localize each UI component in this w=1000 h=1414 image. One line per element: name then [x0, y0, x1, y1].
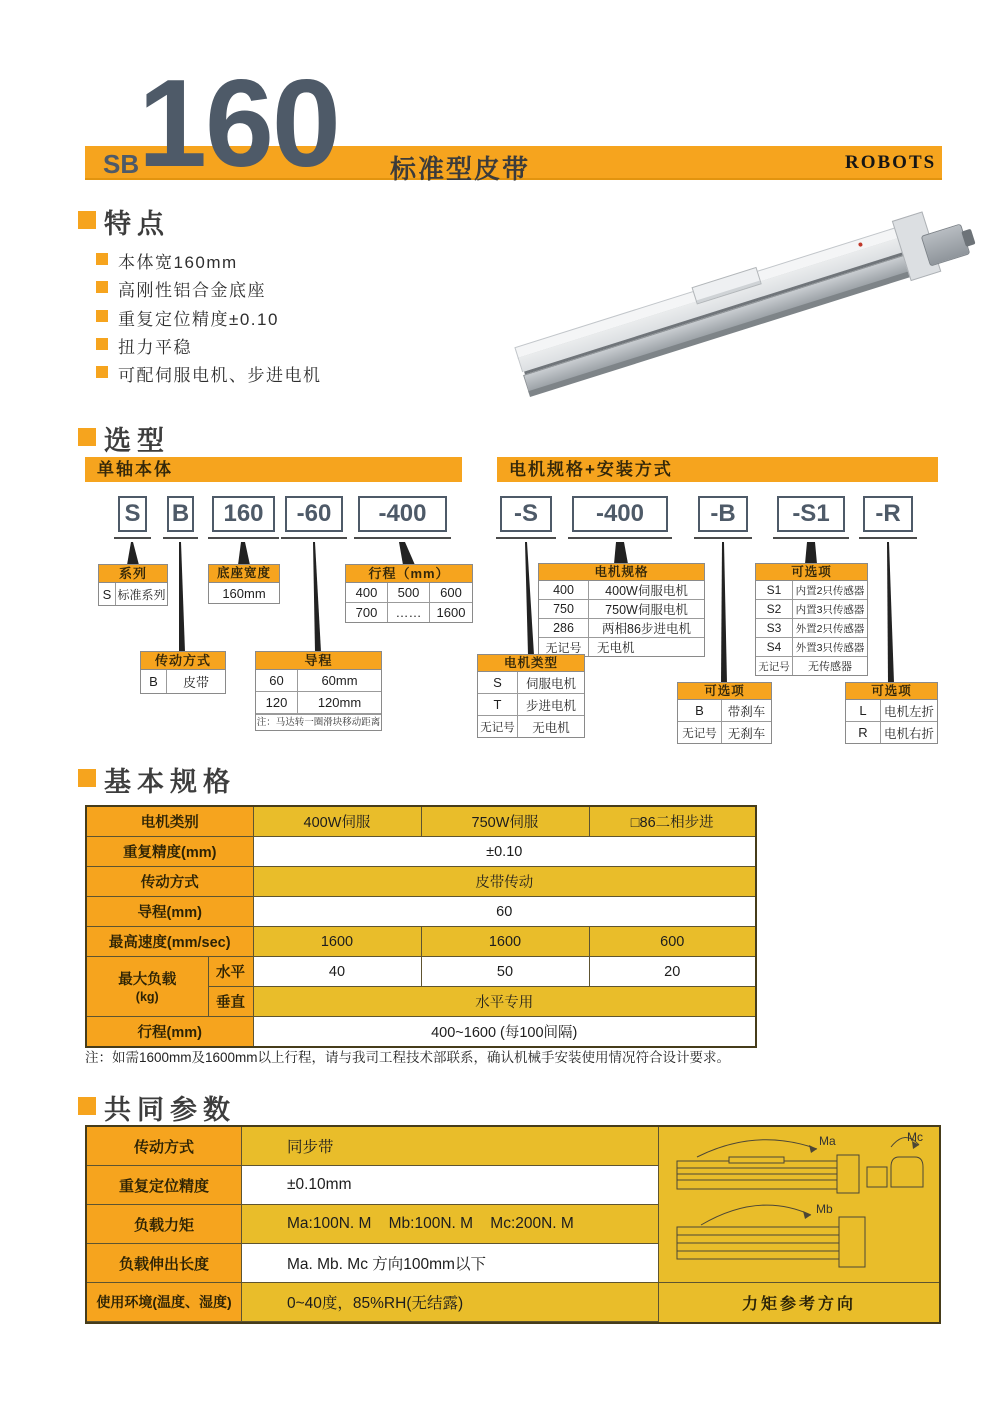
bullet-icon: [96, 366, 108, 378]
group-bar-body: 单轴本体: [85, 457, 462, 482]
model-prefix: SB: [103, 149, 140, 179]
basic-specs-title: 基本规格: [104, 767, 236, 797]
motor-spec-table: 电机规格 400 400W伺服电机 750 750W伺服电机 286 两相86步进电机 无记号 无电机: [538, 563, 705, 657]
feature-item: 重复定位精度±0.10: [118, 310, 279, 329]
table-row: 行程(mm) 400~1600 (每100间隔): [86, 1017, 756, 1048]
code-box-sensor: -S1: [777, 496, 845, 532]
code-box-width: 160: [212, 496, 275, 532]
bullet-icon: [96, 281, 108, 293]
code-box-brake: -B: [698, 496, 748, 532]
model-number: 160: [138, 55, 339, 193]
feature-item: 本体宽160mm: [118, 253, 238, 272]
basic-specs-note: 注：如需1600mm及1600mm以上行程，请与我司工程技术部联系，确认机械手安装使用情况符合设计要求。: [85, 1050, 731, 1065]
table-row: 最大负载 (kg) 水平 40 50 20: [86, 957, 756, 987]
bullet-icon: [96, 338, 108, 350]
diagram-caption: 力矩参考方向: [659, 1283, 939, 1322]
section-bullet-icon: [78, 211, 96, 229]
param-label: 传动方式: [87, 1127, 242, 1166]
product-photo: [505, 215, 985, 420]
param-value: Ma. Mb. Mc 方向100mm以下: [242, 1244, 659, 1283]
fold-option-table: 可选项 L 电机左折 R 电机右折: [845, 682, 938, 744]
param-value: ±0.10mm: [242, 1166, 659, 1205]
param-label: 负载力矩: [87, 1205, 242, 1244]
basic-specs-table: [85, 805, 757, 1048]
code-box-motor-type: -S: [500, 496, 552, 532]
motor-type-table: 电机类型 S 伺服电机 T 步进电机 无记号 无电机: [477, 654, 585, 738]
table-row: 垂直 水平专用: [86, 987, 756, 1017]
code-box-fold: -R: [863, 496, 913, 532]
features-title: 特点: [104, 209, 170, 239]
feature-item: 扭力平稳: [118, 338, 192, 357]
model-subtitle: 标准型皮带: [390, 154, 531, 184]
param-value: 0~40度，85%RH(无结露): [242, 1283, 659, 1322]
table-row: 导程(mm) 60: [86, 897, 756, 927]
ma-label: Ma: [819, 1134, 836, 1148]
code-box-motor-spec: -400: [572, 496, 668, 532]
section-bullet-icon: [78, 1097, 96, 1115]
brand-logo: ROBOTS: [845, 152, 937, 173]
common-params-table: [85, 1125, 941, 1324]
mc-label: Mc: [907, 1130, 923, 1144]
feature-item: 可配伺服电机、步进电机: [118, 366, 322, 385]
table-row: 传动方式 皮带传动: [86, 867, 756, 897]
table-row: 最高速度(mm/sec) 1600 1600 600: [86, 927, 756, 957]
code-box-lead: -60: [285, 496, 343, 532]
code-box-drive: B: [167, 496, 194, 532]
feature-item: 高刚性铝合金底座: [118, 281, 266, 300]
param-label: 重复定位精度: [87, 1166, 242, 1205]
moment-diagram-svg: [659, 1127, 937, 1282]
param-label: 使用环境(温度、湿度): [87, 1283, 242, 1322]
bullet-icon: [96, 253, 108, 265]
common-params-title: 共同参数: [104, 1095, 236, 1125]
brake-option-table: 可选项 B 带刹车 无记号 无刹车: [677, 682, 772, 744]
base-width-table: 底座宽度 160mm: [208, 564, 280, 604]
table-row: 电机类别 400W伺服 750W伺服 □86二相步进: [86, 806, 756, 837]
mb-label: Mb: [816, 1202, 833, 1216]
param-value: Ma:100N. M Mb:100N. M Mc:200N. M: [242, 1205, 659, 1244]
selection-title: 选型: [104, 426, 170, 456]
stroke-table: 行程（mm） 400 500 600 700 …… 1600: [345, 564, 473, 623]
sensor-option-table: 可选项 S1 内置2只传感器 S2 内置3只传感器 S3 外置2只传感器 S4 外置3只传感器 无记号 无传感器: [755, 563, 868, 676]
moment-direction-diagram: [659, 1127, 939, 1283]
code-box-series: S: [118, 496, 147, 532]
param-label: 负载伸出长度: [87, 1244, 242, 1283]
code-box-stroke: -400: [358, 496, 447, 532]
section-bullet-icon: [78, 769, 96, 787]
group-bar-motor: 电机规格+安装方式: [497, 457, 938, 482]
series-table: 系列 S 标准系列: [98, 564, 168, 606]
drive-type-table: 传动方式 B 皮带: [140, 651, 226, 694]
section-bullet-icon: [78, 428, 96, 446]
lead-table: 导程 60 60mm 120 120mm 注：马达转一圈滑块移动距离: [255, 651, 382, 731]
table-row: 重复精度(mm) ±0.10: [86, 837, 756, 867]
bullet-icon: [96, 310, 108, 322]
linear-actuator-rail: [514, 220, 935, 397]
param-value: 同步带: [242, 1127, 659, 1166]
